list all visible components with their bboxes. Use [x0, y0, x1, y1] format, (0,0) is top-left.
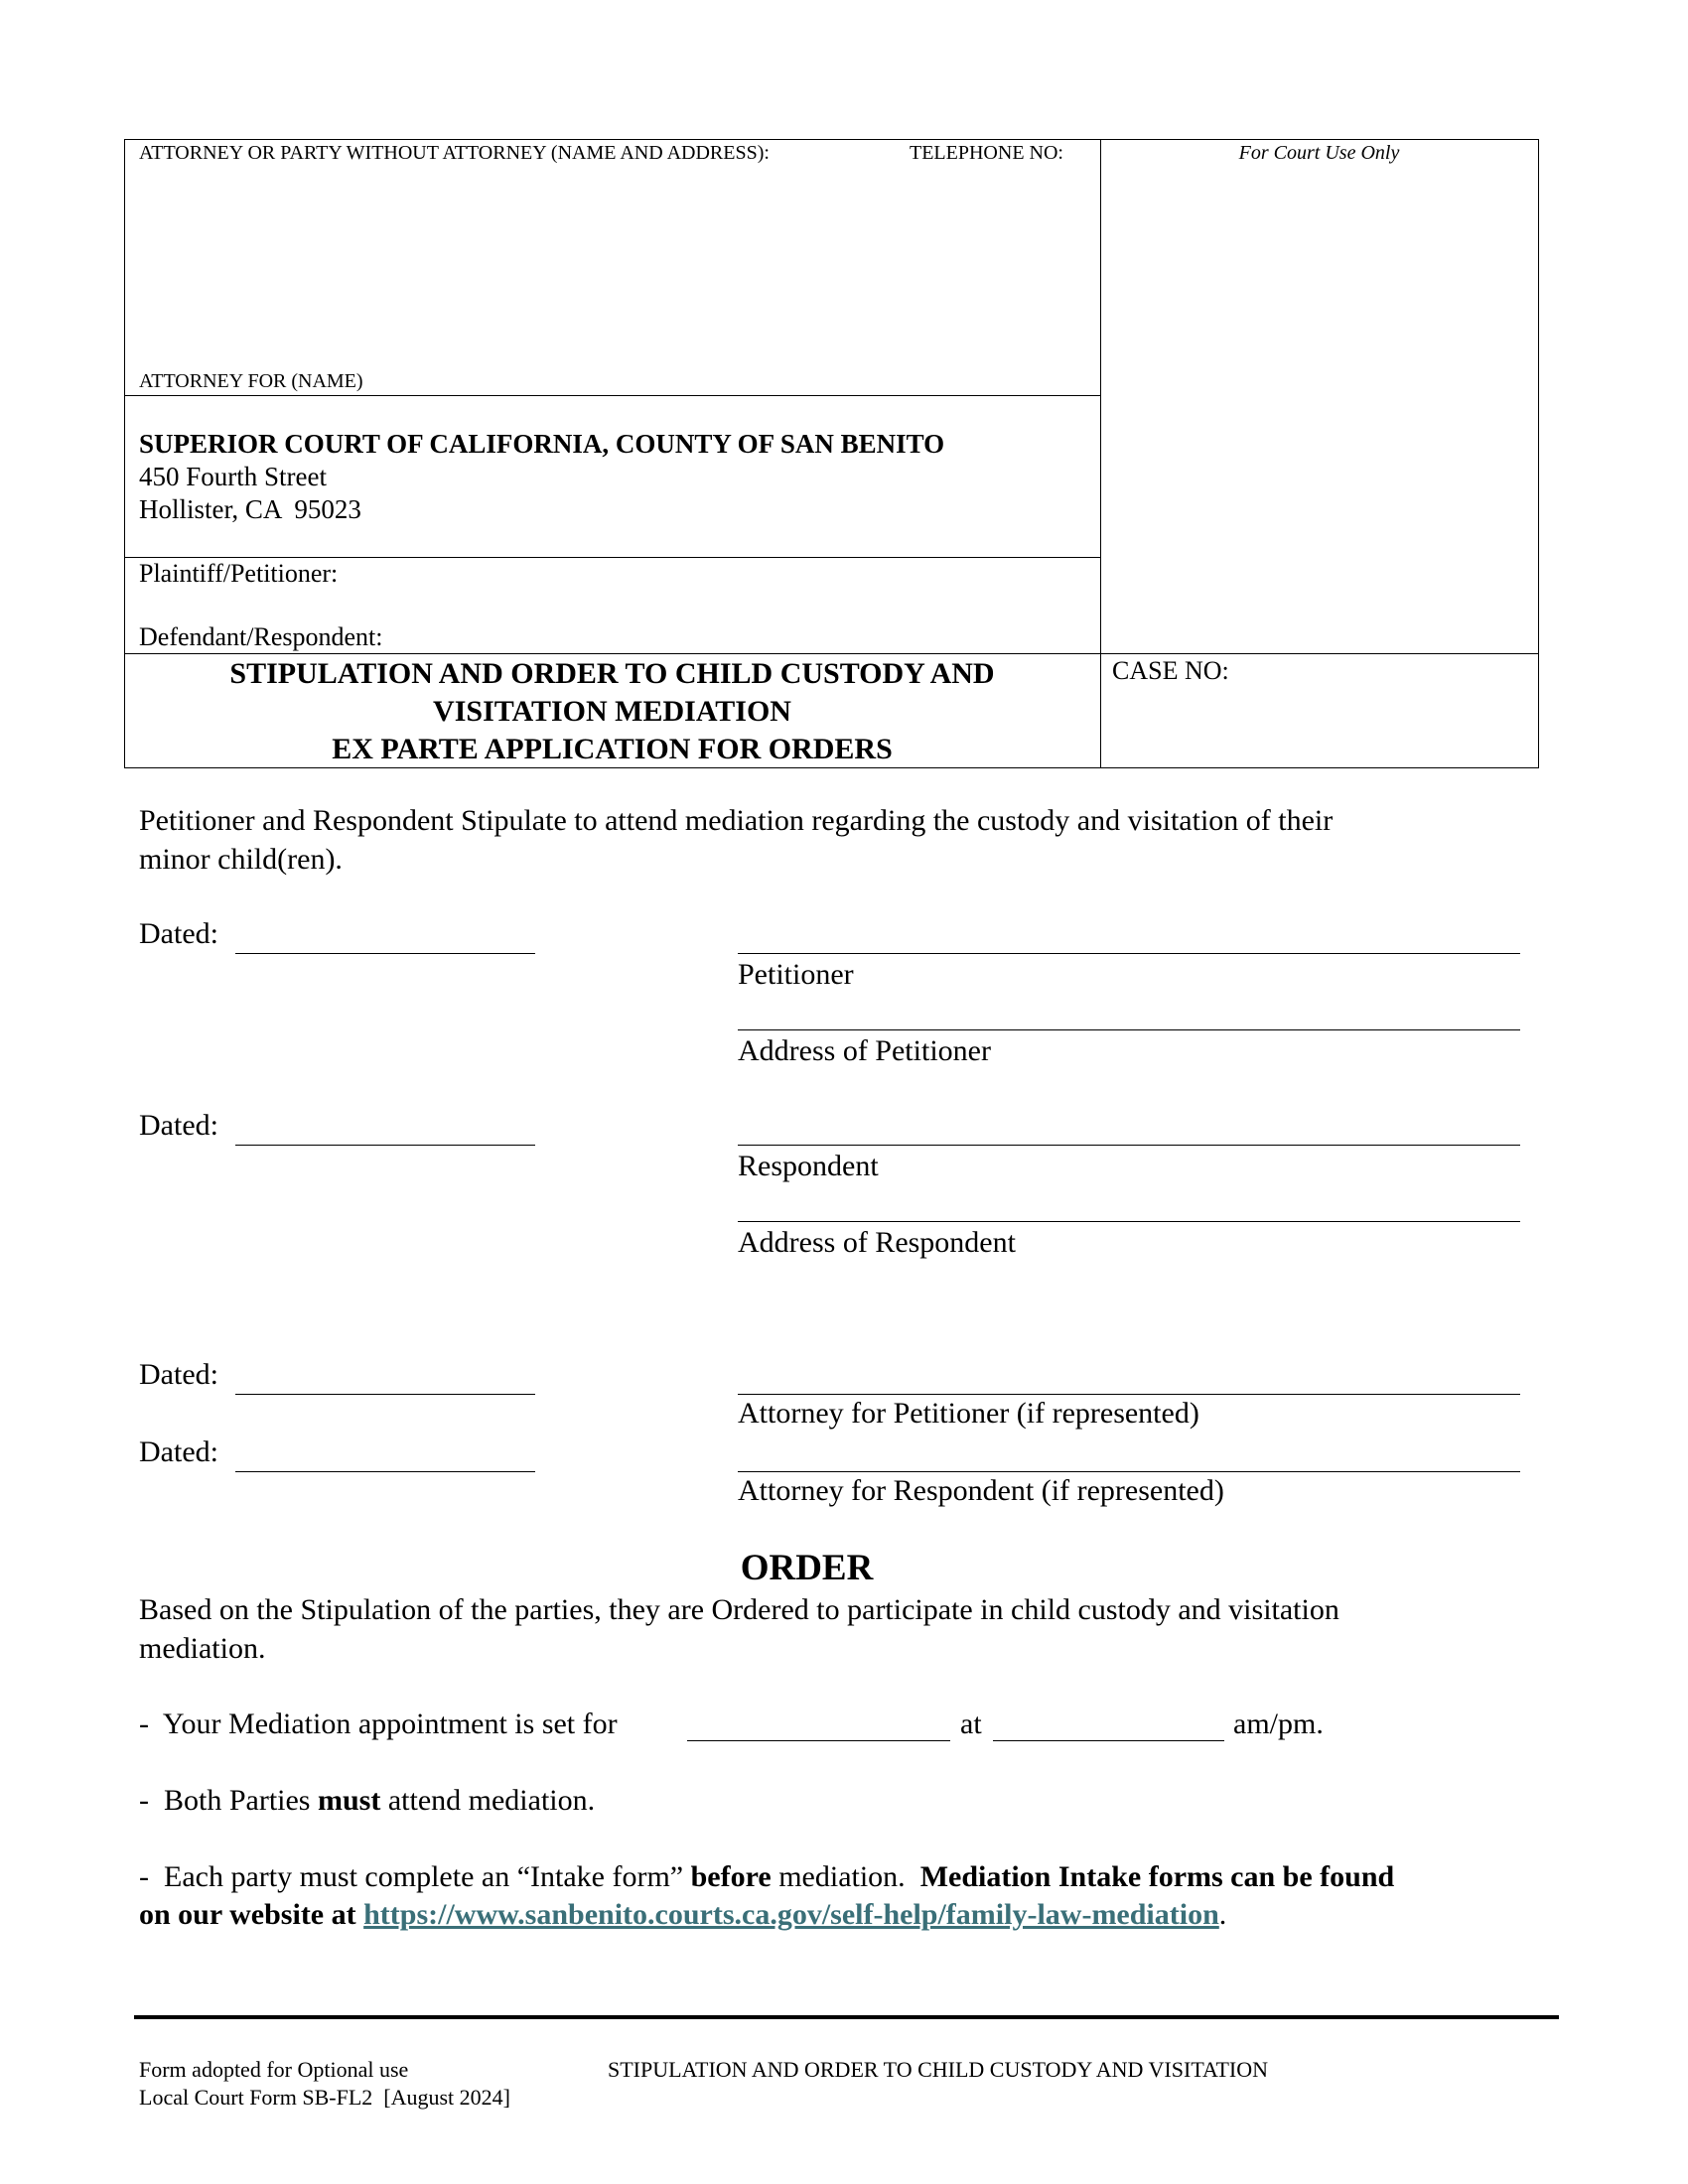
order-heading: ORDER: [740, 1548, 874, 1588]
respondent-label: Respondent: [738, 1150, 879, 1182]
order-body-line1: Based on the Stipulation of the parties, they are Ordered to participate in child custody and visitation: [139, 1593, 1339, 1626]
attorney-petitioner-label: Attorney for Petitioner (if represented): [738, 1397, 1199, 1430]
court-use-label: For Court Use Only: [1238, 142, 1400, 164]
intake-prefix: - Each party must complete an “Intake form”: [139, 1860, 691, 1893]
intake-bold-before: before: [690, 1860, 772, 1893]
appointment-date-line[interactable]: [687, 1740, 950, 1741]
form-title-line3: EX PARTE APPLICATION FOR ORDERS: [332, 733, 893, 765]
telephone-label: TELEPHONE NO:: [910, 142, 1063, 164]
dated-label: Dated:: [139, 1435, 218, 1468]
form-title-line2: VISITATION MEDIATION: [433, 695, 791, 728]
intro-line1: Petitioner and Respondent Stipulate to attend mediation regarding the custody and visitation of their: [139, 804, 1334, 837]
petitioner-address-line[interactable]: [738, 1029, 1520, 1030]
respondent-signature-line[interactable]: [738, 1145, 1520, 1146]
intake-requirement-line1: [139, 1860, 1394, 1894]
court-city: Hollister, CA 95023: [139, 494, 361, 524]
footer-form-title: STIPULATION AND ORDER TO CHILD CUSTODY AND VISITATION: [608, 2057, 1268, 2082]
court-street: 450 Fourth Street: [139, 462, 327, 491]
intro-line2: minor child(ren).: [139, 843, 343, 876]
appointment-at: at: [960, 1707, 982, 1740]
attorney-petitioner-signature-line[interactable]: [738, 1394, 1520, 1395]
attorney-respondent-label: Attorney for Respondent (if represented): [738, 1474, 1224, 1507]
intake-bold-forms: Mediation Intake forms can be found: [919, 1860, 1395, 1893]
petitioner-label: Petitioner: [738, 958, 854, 991]
respondent-address-label: Address of Respondent: [738, 1226, 1016, 1259]
attorney-label: ATTORNEY OR PARTY WITHOUT ATTORNEY (NAME AND ADDRESS):: [139, 142, 770, 164]
footer-rule: [134, 2015, 1559, 2019]
attorney-for-label: ATTORNEY FOR (NAME): [139, 370, 363, 392]
court-name: SUPERIOR COURT OF CALIFORNIA, COUNTY OF SAN BENITO: [139, 429, 945, 459]
case-no-label: CASE NO:: [1112, 656, 1229, 685]
attend-prefix: - Both Parties: [139, 1784, 318, 1817]
plaintiff-label: Plaintiff/Petitioner:: [139, 559, 339, 588]
dated-label: Dated:: [139, 1358, 218, 1391]
mediation-website-link[interactable]: https://www.sanbenito.courts.ca.gov/self-help/family-law-mediation: [363, 1898, 1219, 1931]
appointment-time-line[interactable]: [993, 1740, 1224, 1741]
dated-respondent-line[interactable]: [235, 1145, 535, 1146]
attend-suffix: attend mediation.: [380, 1784, 596, 1817]
order-body-line2: mediation.: [139, 1632, 266, 1665]
form-title-line1: STIPULATION AND ORDER TO CHILD CUSTODY AND: [229, 657, 995, 690]
dated-petitioner-line[interactable]: [235, 953, 535, 954]
appointment-suffix: am/pm.: [1233, 1707, 1324, 1740]
petitioner-address-label: Address of Petitioner: [738, 1034, 991, 1067]
appointment-prefix: - Your Mediation appointment is set for: [139, 1707, 618, 1740]
form-title: [124, 655, 1100, 768]
attorney-respondent-signature-line[interactable]: [738, 1471, 1520, 1472]
intake-end: .: [1218, 1898, 1227, 1931]
dated-label: Dated:: [139, 1109, 218, 1142]
dated-attorney-petitioner-line[interactable]: [235, 1394, 535, 1395]
attend-bold: must: [318, 1784, 381, 1817]
intake-website-label: on our website at: [139, 1898, 364, 1931]
footer-adopted: Form adopted for Optional use: [139, 2057, 409, 2082]
respondent-address-line[interactable]: [738, 1221, 1520, 1222]
dated-attorney-respondent-line[interactable]: [235, 1471, 535, 1472]
intake-requirement-line2: [139, 1898, 1226, 1932]
petitioner-signature-line[interactable]: [738, 953, 1520, 954]
defendant-label: Defendant/Respondent:: [139, 622, 383, 651]
attend-requirement: [139, 1784, 595, 1818]
dated-label: Dated:: [139, 917, 218, 950]
intake-mid: mediation.: [771, 1860, 920, 1893]
footer-form-number: Local Court Form SB-FL2 [August 2024]: [139, 2085, 510, 2110]
